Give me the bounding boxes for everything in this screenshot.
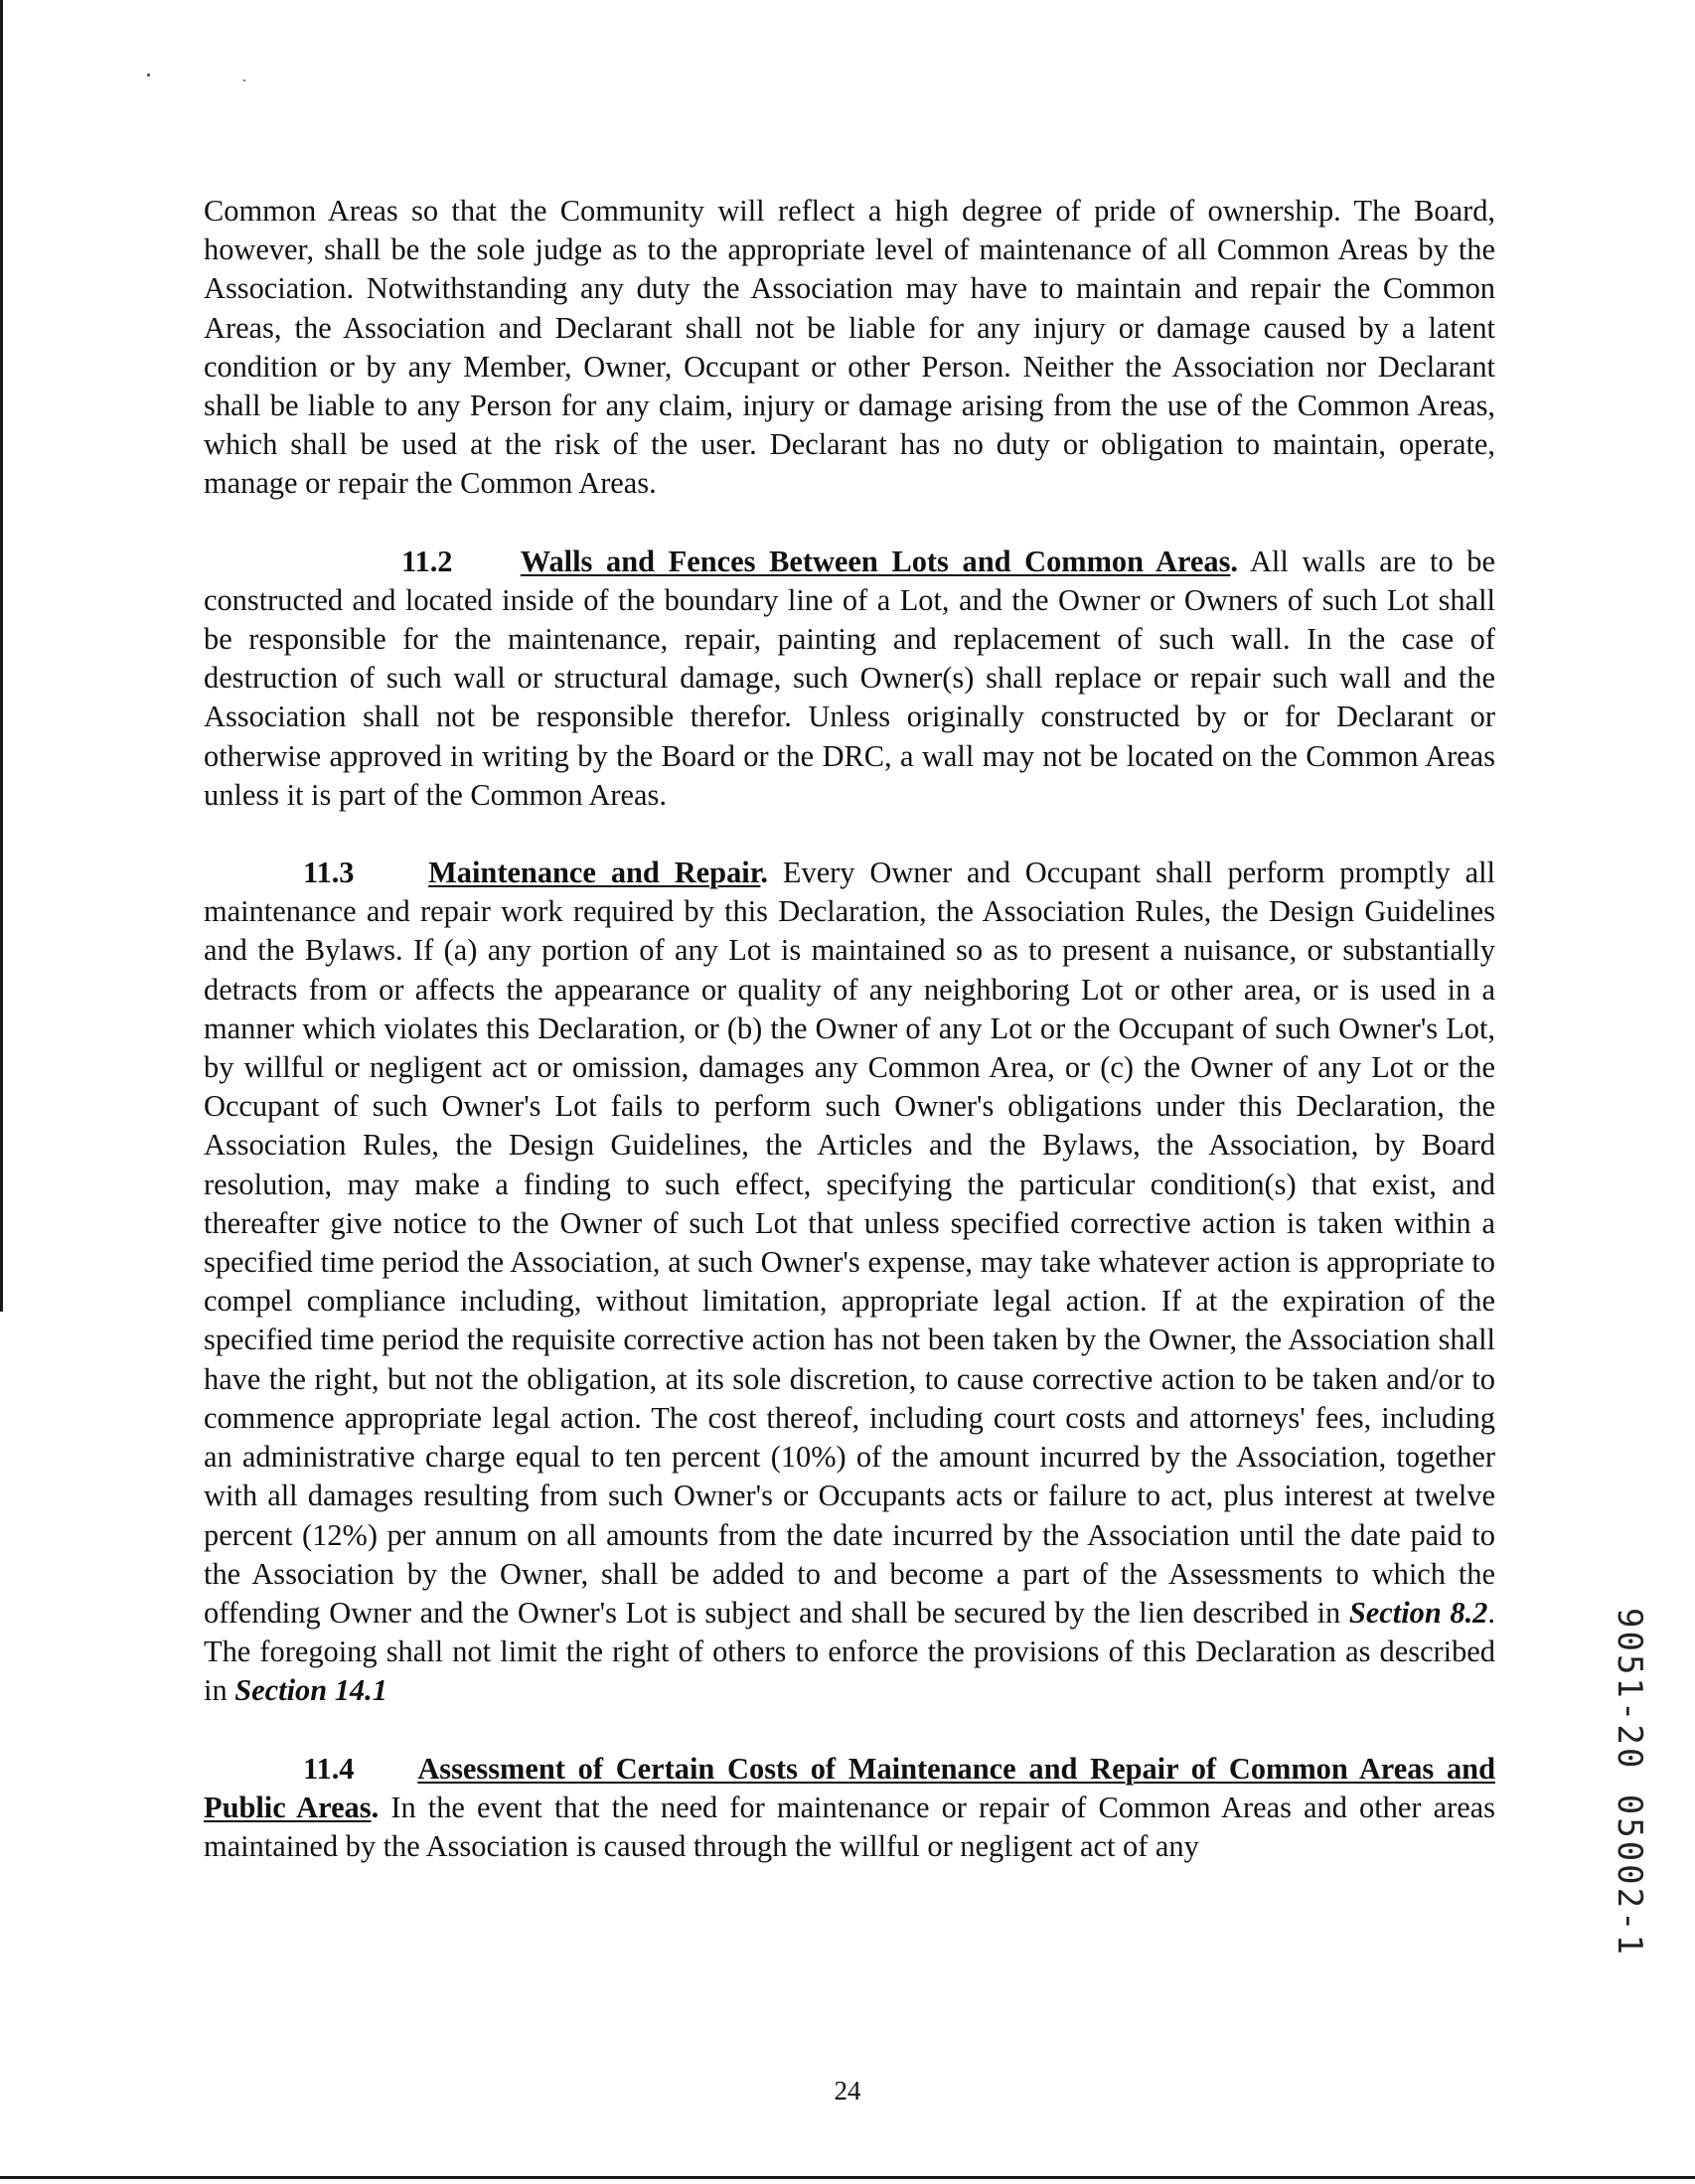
section-heading-end: . <box>760 856 769 890</box>
section-number: 11.4 <box>303 1751 355 1786</box>
section-text: All walls are to be constructed and located inside of the boundary line of a Lot, and the Owner or Owners of such Lot shall be responsible for the maintenance, repair, painting and replacement of such wall. In the case of destruction of such wall or structural damage, such Owner(s) shall replace or repair such wall and the Association shall not be responsible therefor. Unless originally constructed by or for Declarant or otherwise approved in writing by the Board or the DRC, a wall may not be located on the Common Areas unless it is part of the Common Areas. <box>204 544 1495 812</box>
section-heading: Maintenance and Repair <box>428 856 761 890</box>
scan-speck <box>147 74 150 77</box>
scan-left-border <box>0 0 3 1312</box>
page-number: 24 <box>834 2076 861 2106</box>
section-11-2 <box>204 543 1495 815</box>
section-number: 11.3 <box>303 856 355 890</box>
section-text-continued: . The foregoing shall not limit the right of others to enforce the provisions of this Declaration as described in <box>204 1595 1495 1708</box>
section-text: Every Owner and Occupant shall perform promptly all maintenance and repair work required by this Declaration, the Association Rules, the Design Guidelines and the Bylaws. If (a) any portion of any Lot is maintained so as to present a nuisance, or substantially detracts from or affects the appearance or quality of any neighboring Lot or other area, or is used in a manner which violates this Declaration, or (b) the Owner of any Lot or the Occupant of such Owner's Lot, by willful or negligent act or omission, damages any Common Area, or (c) the Owner of any Lot or the Occupant of such Owner's Lot fails to perform such Owner's obligations under this Declaration, the Association Rules, the Design Guidelines, the Articles and the Bylaws, the Association, by Board resolution, may make a finding to such effect, specifying the particular condition(s) that exist, and thereafter give notice to the Owner of such Lot that unless specified corrective action is taken within a specified time period the Association, at such Owner's expense, may take whatever action is appropriate to compel compliance including, without limitation, appropriate legal action. If at the expiration of the specified time period the requisite corrective action has not been taken by the Owner, the Association shall have the right, but not the obligation, at its sole discretion, to cause corrective action to be taken and/or to commence appropriate legal action. The cost thereof, including court costs and attorneys' fees, including an administrative charge equal to ten percent (10%) of the amount incurred by the Association, together with all damages resulting from such Owner's or Occupants acts or failure to act, plus interest at twelve percent (12%) per annum on all amounts from the date incurred by the Association until the date paid to the Association by the Owner, shall be added to and become a part of the Assessments to which the offending Owner and the Owner's Lot is subject and shall be secured by the lien described in <box>204 856 1495 1630</box>
margin-stamp-text: 9051-20 05002-1 <box>1610 1608 1649 1958</box>
section-number: 11.2 <box>401 544 453 578</box>
section-heading-end: . <box>371 1790 380 1824</box>
section-11-3 <box>204 854 1495 1710</box>
section-heading: Walls and Fences Between Lots and Common Areas <box>520 544 1231 578</box>
section-reference: Section 8.2 <box>1348 1595 1488 1630</box>
intro-paragraph: Common Areas so that the Community will reflect a high degree of pride of ownership. The Board, however, shall be the sole judge as to the appropriate level of maintenance of all Common Areas by the Association. Notwithstanding any duty the Association may have to maintain and repair the Common Areas, the Association and Declarant shall not be liable for any injury or damage caused by a latent condition or by any Member, Owner, Occupant or other Person. Neither the Association nor Declarant shall be liable to any Person for any claim, injury or damage arising from the use of the Common Areas, which shall be used at the risk of the user. Declarant has no duty or obligation to maintain, operate, manage or repair the Common Areas. <box>204 194 1495 501</box>
document-body <box>204 192 1495 1866</box>
scan-bottom-border <box>0 2176 1695 2179</box>
scan-speck <box>243 79 245 81</box>
section-text: In the event that the need for maintenance or repair of Common Areas and other areas maintained by the Association is caused through the willful or negligent act of any <box>204 1790 1496 1863</box>
section-heading: Assessment of Certain Costs of Maintenance and Repair of Common Areas and Public Areas <box>204 1751 1495 1824</box>
section-heading-end: . <box>1230 544 1239 578</box>
section-reference: Section 14.1 <box>234 1673 387 1708</box>
section-11-4 <box>204 1750 1495 1867</box>
